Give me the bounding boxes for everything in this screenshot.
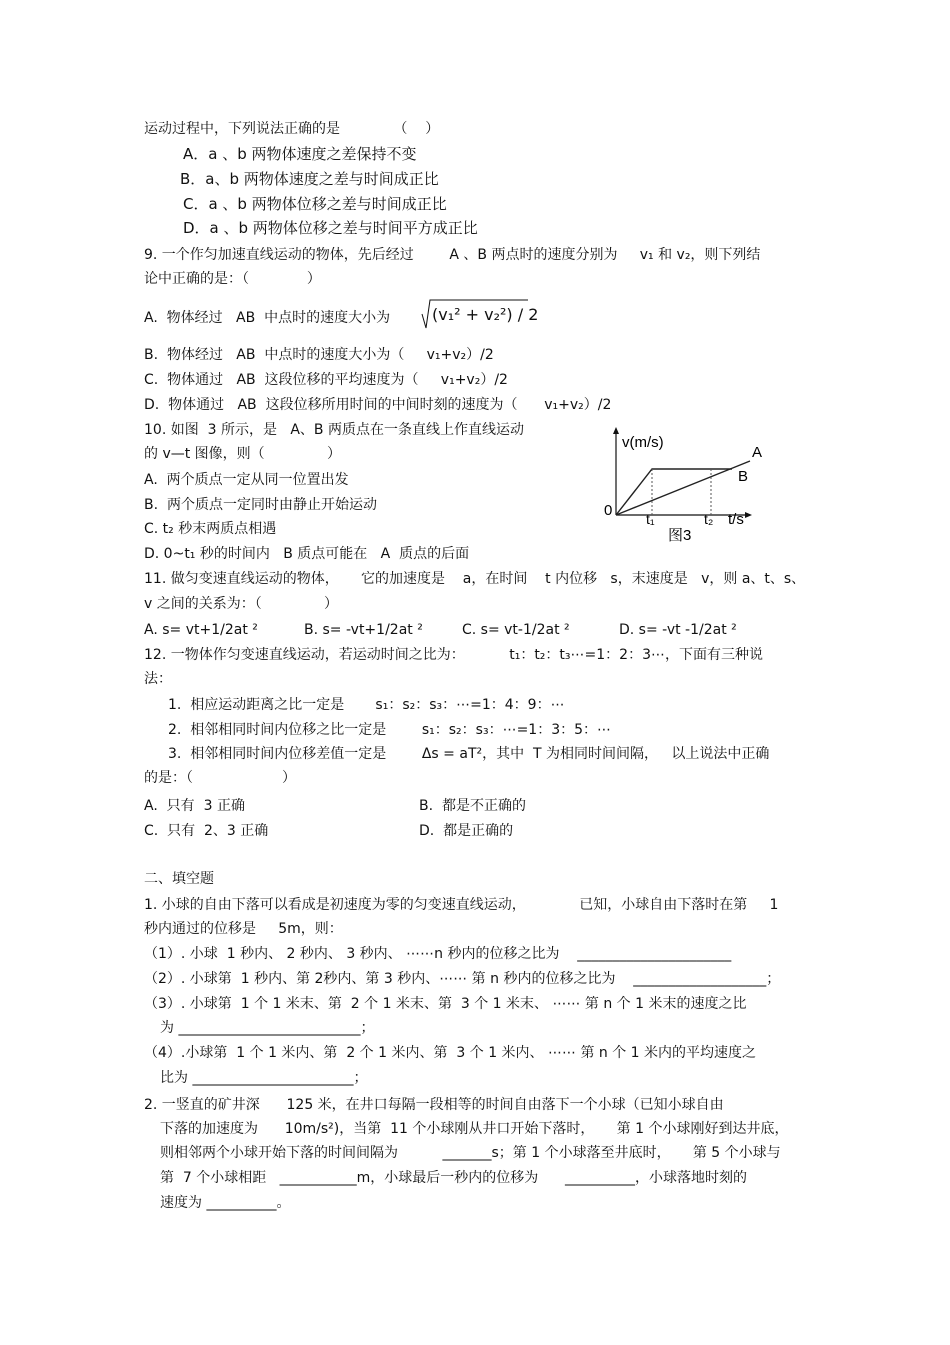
q9-option-c: C. 物体通过 AB 这段位移的平均速度为（ v₁+v₂）/2 xyxy=(144,372,508,388)
graph-origin: 0 xyxy=(604,502,613,519)
q11-option-b: B. s= -vt+1/2at ² xyxy=(304,622,423,638)
q12-statement-3: 3. 相邻相同时间内位移差值一定是 Δs = aT²，其中 T 为相同时间间隔， 以上说法中正确 xyxy=(168,746,770,762)
q8-option-a: A．a 、b 两物体速度之差保持不变 xyxy=(183,145,417,163)
q10-vt-graph xyxy=(600,425,770,550)
q12-line1: 12. 一物体作匀变速直线运动，若运动时间之比为： t₁：t₂：t₃⋯=1：2：3⋯，下面有三种说 xyxy=(144,647,763,663)
q12-option-b: B. 都是不正确的 xyxy=(419,798,526,814)
q9-formula-text: (v₁² + v₂²) / 2 xyxy=(432,305,539,324)
q10-option-a: A. 两个质点一定从同一位置出发 xyxy=(144,472,349,488)
fill-q2-line1: 2. 一竖直的矿井深 125 米，在井口每隔一段相等的时间自由落下一个小球（已知小球自由 xyxy=(144,1097,724,1113)
graph-y-arrow xyxy=(613,427,619,434)
q8-stem: 运动过程中，下列说法正确的是 （ ） xyxy=(144,121,440,137)
fill-q1-sub3-cont: 为 __________________________； xyxy=(160,1020,375,1036)
q11-option-d: D. s= -vt -1/2at ² xyxy=(619,622,737,638)
q12-option-a: A. 只有 3 正确 xyxy=(144,798,245,814)
graph-x-label: t/s xyxy=(728,511,744,528)
q9-option-d: D. 物体通过 AB 这段位移所用时间的中间时刻的速度为（ v₁+v₂）/2 xyxy=(144,397,612,413)
fill-q2-line5: 速度为 __________。 xyxy=(160,1195,291,1211)
fill-q1-sub3: （3）. 小球第 1 个 1 米末、第 2 个 1 米末、第 3 个 1 米末、 ⋯⋯ 第 n 个 1 米末的速度之比 xyxy=(144,996,747,1012)
graph-label-a: A xyxy=(752,444,763,461)
q9-line2: 论中正确的是：（ ） xyxy=(144,271,321,287)
fill-q1-sub4: （4）.小球第 1 个 1 米内、第 2 个 1 米内、第 3 个 1 米内、 ⋯⋯ 第 n 个 1 米内的平均速度之 xyxy=(144,1045,757,1061)
q8-option-d: D．a 、b 两物体位移之差与时间平方成正比 xyxy=(183,219,478,237)
q9-option-a-formula xyxy=(420,298,539,330)
graph-y-label: v(m/s) xyxy=(622,434,664,451)
q10-option-c: C. t₂ 秒末两质点相遇 xyxy=(144,521,277,537)
graph-caption: 图3 xyxy=(668,527,692,544)
fill-q2-line4: 第 7 个小球相距 ___________m，小球最后一秒内的位移为 __________，小球落地时刻的 xyxy=(160,1170,747,1186)
section-heading-fill: 二、填空题 xyxy=(144,871,214,887)
q8-option-c: C．a 、b 两物体位移之差与时间成正比 xyxy=(183,195,447,213)
q11-line2: v 之间的关系为：（ ） xyxy=(144,596,339,612)
graph-t1-label: t₁ xyxy=(646,511,655,527)
q9-line1: 9. 一个作匀加速直线运动的物体，先后经过 A 、B 两点时的速度分别为 v₁ 和 v₂，则下列结 xyxy=(144,247,761,263)
graph-x-arrow xyxy=(745,512,752,518)
fill-q1-sub1: （1）. 小球 1 秒内、 2 秒内、 3 秒内、 ⋯⋯n 秒内的位移之比为 ______________________ xyxy=(144,946,732,962)
fill-q1-line2: 秒内通过的位移是 5m，则： xyxy=(144,921,343,937)
graph-t2-label: t₂ xyxy=(704,511,714,527)
q12-option-c: C. 只有 2、3 正确 xyxy=(144,823,269,839)
q9-option-b: B. 物体经过 AB 中点时的速度大小为（ v₁+v₂）/2 xyxy=(144,347,494,363)
q12-option-d: D. 都是正确的 xyxy=(419,823,514,839)
q10-option-b: B. 两个质点一定同时由静止开始运动 xyxy=(144,497,377,513)
q12-statement-1: 1. 相应运动距离之比一定是 s₁：s₂：s₃：⋯=1：4：9：⋯ xyxy=(168,697,565,713)
q11-option-c: C. s= vt-1/2at ² xyxy=(462,622,570,638)
q10-line2: 的 v—t 图像，则（ ） xyxy=(144,446,341,462)
fill-q1-sub2: （2）. 小球第 1 秒内、第 2秒内、第 3 秒内、⋯⋯ 第 n 秒内的位移之比为 ___________________； xyxy=(144,971,781,987)
q9-option-a: A. 物体经过 AB 中点时的速度大小为 xyxy=(144,310,391,326)
q10-line1: 10. 如图 3 所示，是 A、B 两质点在一条直线上作直线运动 xyxy=(144,422,524,438)
q12-line2: 法： xyxy=(144,671,172,687)
fill-q1-line1: 1. 小球的自由下落可以看成是初速度为零的匀变速直线运动， 已知，小球自由下落时在第 1 xyxy=(144,897,779,913)
q8-option-b: B．a、b 两物体速度之差与时间成正比 xyxy=(180,170,439,188)
q10-option-d: D. 0~t₁ 秒的时间内 B 质点可能在 A 质点的后面 xyxy=(144,546,470,562)
graph-label-b: B xyxy=(738,468,749,485)
q12-statement-2: 2. 相邻相同时间内位移之比一定是 s₁：s₂：s₃：⋯=1：3：5：⋯ xyxy=(168,722,612,738)
q11-option-a: A. s= vt+1/2at ² xyxy=(144,622,258,638)
q11-line1: 11. 做匀变速直线运动的物体， 它的加速度是 a，在时间 t 内位移 s，末速度是 v，则 a、t、s、 xyxy=(144,571,806,587)
fill-q2-line3: 则相邻两个小球开始下落的时间间隔为 _______s；第 1 个小球落至井底时， 第 5 个小球与 xyxy=(160,1145,781,1161)
q12-statement-3-cont: 的是：（ ） xyxy=(144,770,297,786)
fill-q1-sub4-cont: 比为 _______________________； xyxy=(160,1070,368,1086)
fill-q2-line2: 下落的加速度为 10m/s²)，当第 11 个小球刚从井口开始下落时， 第 1 个小球刚好到达井底， xyxy=(160,1121,789,1137)
